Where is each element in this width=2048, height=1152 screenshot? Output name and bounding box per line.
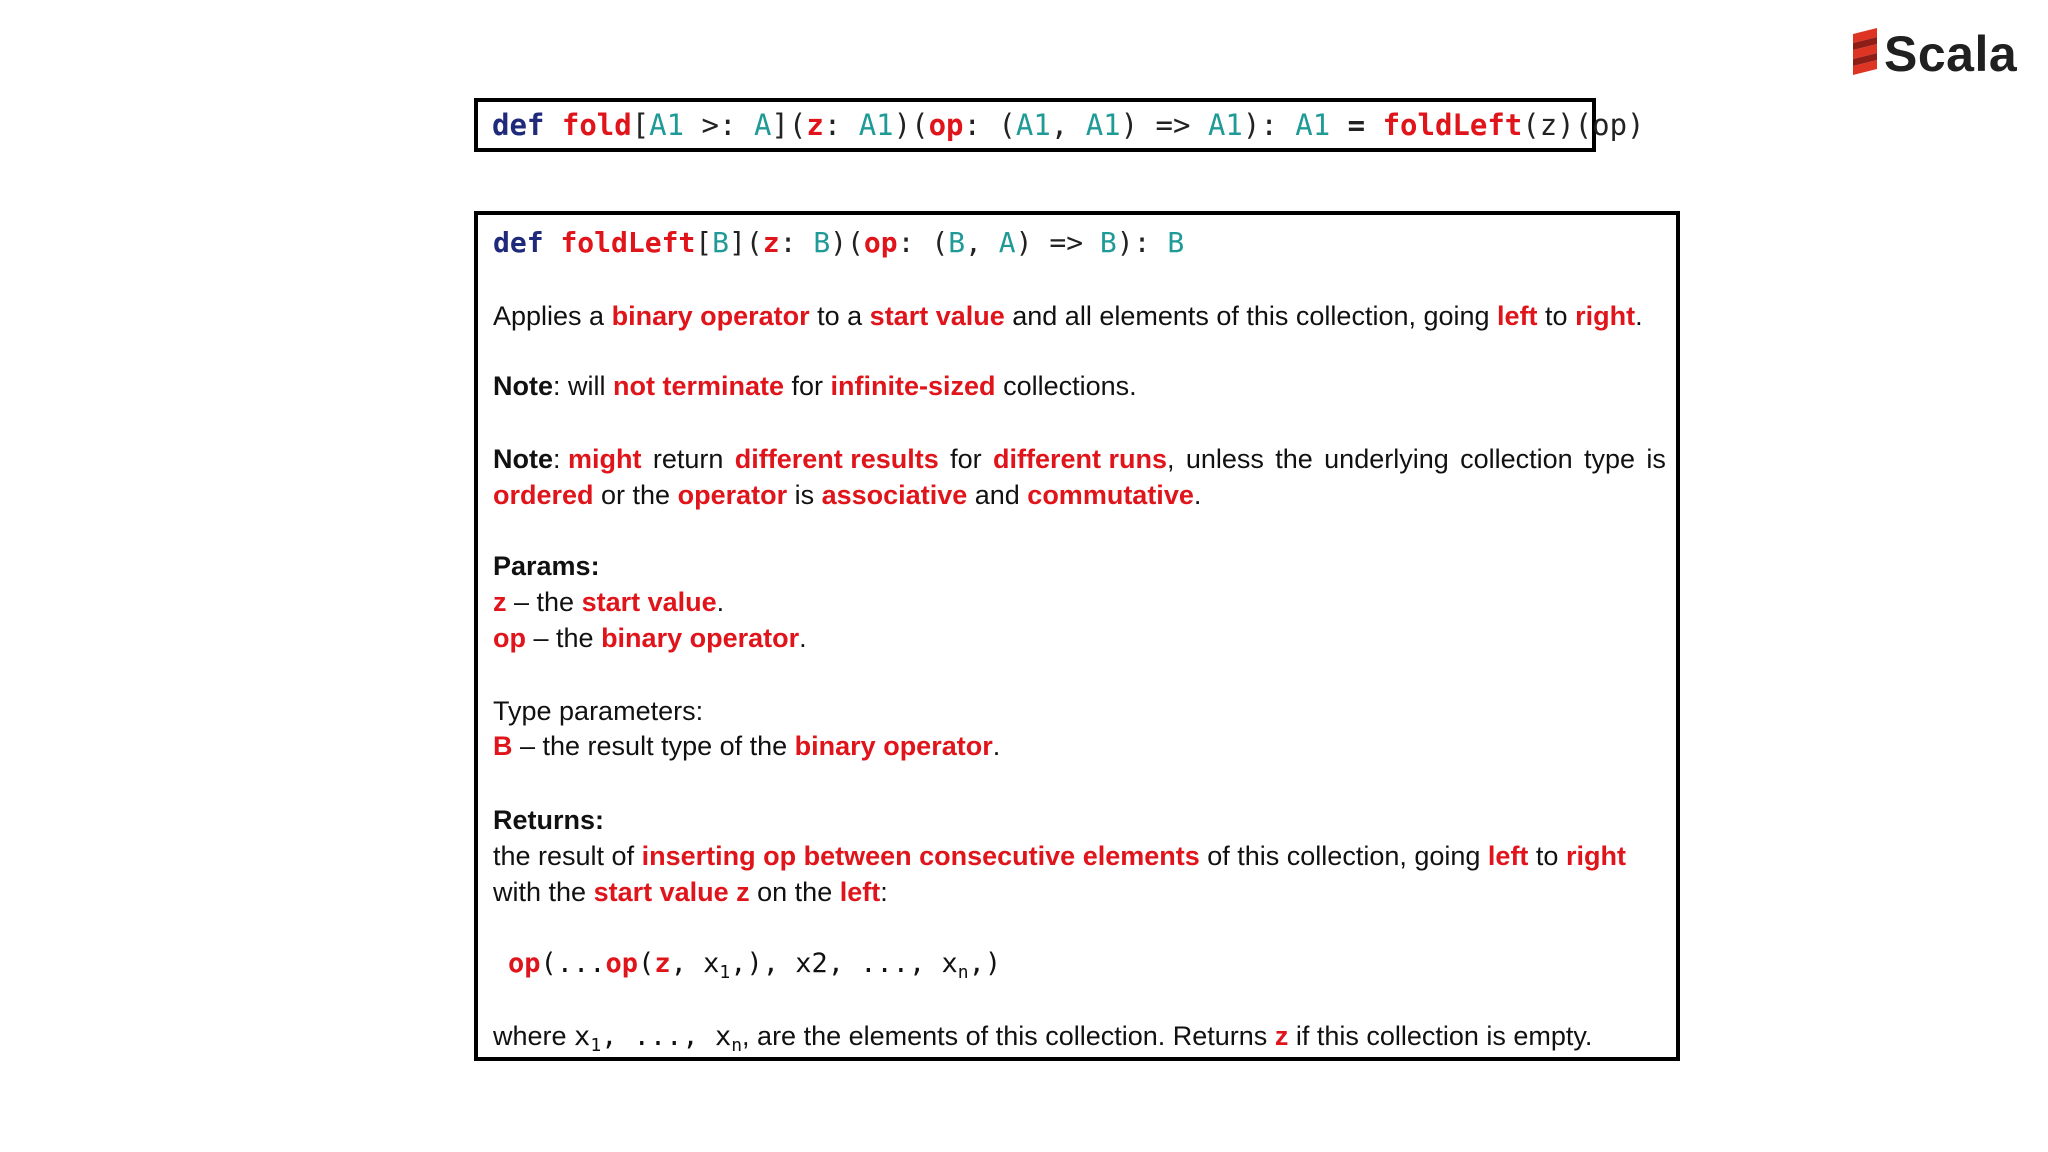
runs-group: [993, 441, 1175, 477]
scala-logo-text: Scala: [1884, 26, 2018, 82]
text: .: [799, 623, 807, 653]
text: to a: [809, 301, 870, 331]
param-name: z: [806, 108, 824, 142]
highlight: left: [839, 877, 881, 907]
text: :: [880, 877, 888, 907]
text: for: [784, 371, 831, 401]
subscript: 1: [719, 962, 731, 983]
punct: :: [779, 226, 814, 259]
type-param: A: [998, 226, 1016, 259]
highlight: infinite-sized: [830, 371, 996, 401]
note-label: Note: [493, 444, 553, 474]
type-param: B: [813, 226, 831, 259]
highlight: not terminate: [613, 371, 785, 401]
fold-signature: [474, 98, 1645, 152]
param-name: z: [493, 587, 507, 617]
punct: ):: [1242, 108, 1296, 142]
note-results-line-1: [493, 441, 1666, 477]
text: is: [787, 480, 822, 510]
text: underlying: [1324, 444, 1449, 474]
type-param: A1: [1015, 108, 1051, 142]
text: where: [493, 1021, 575, 1051]
text: (: [638, 948, 655, 979]
text: : will: [553, 371, 613, 401]
text: , x: [670, 948, 720, 979]
punct: [: [631, 108, 650, 142]
keyword-def: def: [492, 108, 545, 142]
note-label: Note: [493, 371, 553, 401]
text: – the result type of the: [512, 731, 795, 761]
text: collection: [1460, 444, 1573, 474]
method-name: fold: [561, 108, 632, 142]
highlight: ordered: [493, 480, 594, 510]
call-args: (z)(op): [1522, 108, 1645, 142]
text: ,), x2, ..., x: [730, 948, 958, 979]
formula-op: op: [605, 948, 639, 979]
scala-logo: [1850, 26, 2040, 82]
param-name: op: [493, 623, 526, 653]
description-line: [493, 298, 1643, 334]
subscript: n: [957, 962, 969, 983]
punct: =: [1330, 108, 1383, 142]
text: to: [1537, 301, 1576, 331]
keyword-def: def: [493, 226, 544, 259]
highlight: start value z: [593, 877, 750, 907]
text: of this collection, going: [1199, 841, 1488, 871]
text: – the: [526, 623, 602, 653]
highlight: different results: [734, 444, 939, 474]
highlight: associative: [821, 480, 968, 510]
subscript: 1: [590, 1035, 602, 1056]
text: if this collection is empty.: [1288, 1021, 1593, 1051]
highlight: binary operator: [794, 731, 993, 761]
text: ,: [1167, 444, 1175, 474]
text: type: [1584, 444, 1636, 474]
punct: ):: [1116, 226, 1168, 259]
param-name: B: [493, 731, 513, 761]
returns-line-1: [493, 838, 1626, 874]
punct: ) =>: [1015, 226, 1100, 259]
type-param-b: [493, 728, 1000, 764]
punct: ) =>: [1120, 108, 1208, 142]
note-results-line-2: [493, 477, 1201, 513]
highlight: binary operator: [601, 623, 800, 653]
formula-op: op: [508, 948, 541, 979]
param-z: [493, 584, 724, 620]
param-name: z: [762, 226, 780, 259]
scala-logo-icon: [1850, 28, 1880, 80]
text: , are the elements of this collection. Returns: [742, 1021, 1275, 1051]
text: or the: [593, 480, 678, 510]
highlight: different runs: [993, 444, 1168, 474]
param-op: [493, 620, 807, 656]
return-type: B: [1167, 226, 1185, 259]
highlight: z: [1274, 1021, 1289, 1051]
note-label-group: [493, 441, 642, 477]
highlight: start value: [869, 301, 1005, 331]
type-params-heading: Type parameters:: [493, 696, 704, 726]
highlight: left: [1497, 301, 1538, 331]
punct: )(: [893, 108, 929, 142]
callee-name: foldLeft: [1382, 108, 1523, 142]
text: is: [1646, 444, 1666, 474]
text: , ..., x: [601, 1021, 732, 1052]
foldleft-doc-box: [474, 211, 1680, 1061]
return-type: A1: [1295, 108, 1331, 142]
punct: >:: [684, 108, 754, 142]
text: – the: [506, 587, 582, 617]
text: to: [1528, 841, 1566, 871]
param-name: op: [928, 108, 964, 142]
text: collections.: [995, 371, 1137, 401]
punct: ](: [729, 226, 763, 259]
highlight: commutative: [1027, 480, 1194, 510]
highlight: might: [568, 444, 642, 474]
type-param: A1: [649, 108, 685, 142]
highlight: right: [1575, 301, 1636, 331]
formula: [508, 946, 1001, 982]
highlight: binary operator: [611, 301, 810, 331]
highlight: operator: [677, 480, 788, 510]
type-param: B: [948, 226, 966, 259]
text: with the: [493, 877, 594, 907]
punct: : (: [963, 108, 1016, 142]
text: and: [967, 480, 1028, 510]
text: ,): [968, 948, 1002, 979]
text: :: [553, 444, 569, 474]
punct: ,: [1050, 108, 1086, 142]
param-name: op: [863, 226, 898, 259]
highlight: start value: [581, 587, 717, 617]
punct: :: [823, 108, 859, 142]
type-param: A1: [1085, 108, 1121, 142]
text: .: [992, 731, 1001, 761]
highlight: inserting op between consecutive elements: [641, 841, 1200, 871]
type-param: B: [1099, 226, 1117, 259]
text: .: [1635, 301, 1643, 331]
text: .: [716, 587, 725, 617]
punct: : (: [897, 226, 949, 259]
note-terminate: [493, 368, 1137, 404]
type-param: A1: [858, 108, 894, 142]
text: unless: [1185, 444, 1264, 474]
text: for: [950, 444, 982, 474]
punct: )(: [830, 226, 864, 259]
text: and all elements of this collection, going: [1004, 301, 1498, 331]
type-param: A: [753, 108, 772, 142]
punct: ](: [771, 108, 807, 142]
type-param: A1: [1207, 108, 1243, 142]
text: (...: [540, 948, 606, 979]
formula-z: z: [654, 948, 671, 979]
text: the result of: [493, 841, 642, 871]
type-param: B: [712, 226, 730, 259]
text: .: [1193, 480, 1202, 510]
subscript: n: [731, 1035, 743, 1056]
text: the: [1275, 444, 1313, 474]
method-name: foldLeft: [560, 226, 696, 259]
returns-line-2: [493, 874, 888, 910]
punct: ,: [965, 226, 999, 259]
highlight: right: [1565, 841, 1626, 871]
punct: [: [695, 226, 713, 259]
text: x: [574, 1021, 591, 1052]
text: Applies a: [493, 301, 612, 331]
where-line: [493, 1018, 1592, 1055]
highlight: left: [1487, 841, 1529, 871]
text: return: [652, 444, 724, 474]
foldleft-signature: [493, 225, 1184, 261]
params-heading: Params:: [493, 551, 600, 581]
returns-heading: Returns:: [493, 805, 605, 835]
text: on the: [749, 877, 840, 907]
